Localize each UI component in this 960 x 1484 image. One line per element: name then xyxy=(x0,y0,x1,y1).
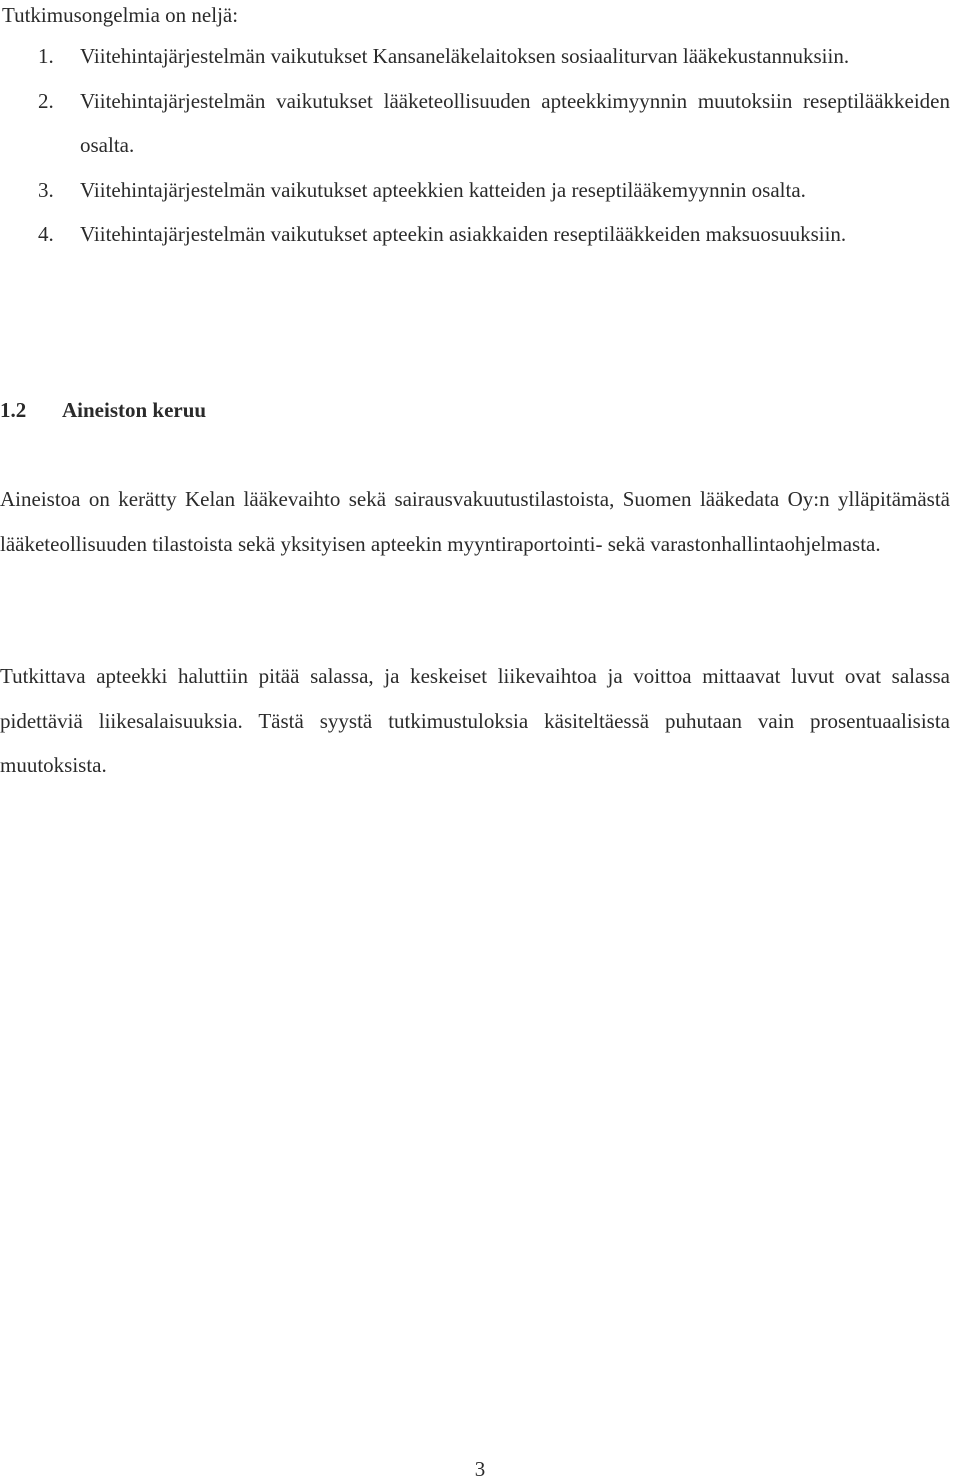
list-item-text: Viitehintajärjestelmän vaikutukset lääketeollisuuden apteekkimyynnin muutoksiin reseptilääkkeiden osalta. xyxy=(80,88,950,157)
list-item-number: 2. xyxy=(38,88,54,113)
list-item-number: 3. xyxy=(38,177,54,202)
list-item xyxy=(0,34,950,79)
research-questions-list xyxy=(0,34,950,257)
section-title: Aineiston keruu xyxy=(62,398,207,422)
list-item xyxy=(0,79,950,168)
body-paragraph: Tutkittava apteekki haluttiin pitää salassa, ja keskeiset liikevaihtoa ja voittoa mittaavat luvut ovat salassa pidettäviä liikesalaisuuksia. Tästä syystä tutkimustuloksia käsiteltäessä puhutaan vain prosentuaalisista muutoksista. xyxy=(0,664,950,777)
list-item xyxy=(0,212,950,257)
list-item-text: Viitehintajärjestelmän vaikutukset Kansaneläkelaitoksen sosiaaliturvan lääkekustannuksiin. xyxy=(80,44,850,68)
body-paragraph: Aineistoa on kerätty Kelan lääkevaihto sekä sairausvakuutustilastoista, Suomen lääkedata Oy:n ylläpitämästä lääketeollisuuden tilastoista sekä yksityisen apteekin myyntiraportointi- sekä varastonhallintaohjelmasta. xyxy=(0,487,950,556)
intro-text: Tutkimusongelmia on neljä: xyxy=(2,3,239,27)
list-item xyxy=(0,168,950,213)
section-heading xyxy=(0,395,206,425)
list-item-text: Viitehintajärjestelmän vaikutukset apteekin asiakkaiden reseptilääkkeiden maksuosuuksiin. xyxy=(80,222,847,246)
page-number: 3 xyxy=(474,1457,486,1481)
section-number: 1.2 xyxy=(0,398,27,422)
list-item-number: 1. xyxy=(38,44,54,68)
list-item-text: Viitehintajärjestelmän vaikutukset apteekkien katteiden ja reseptilääkemyynnin osalta. xyxy=(80,177,806,202)
list-item-number: 4. xyxy=(38,222,54,246)
